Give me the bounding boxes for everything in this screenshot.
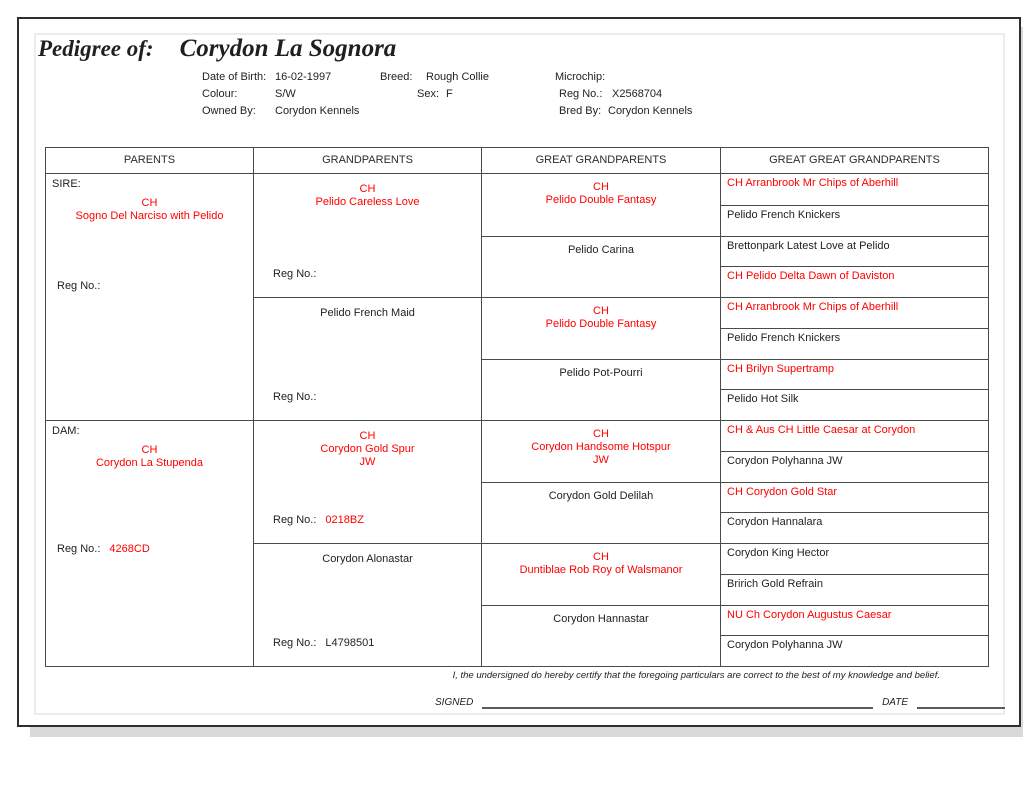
dog-name: Sogno Del Narciso with Pelido [75,210,224,222]
certification-statement: I, the undersigned do hereby certify that the foregoing particulars are correct to the best of my knowledge and belief. [452,670,940,681]
champion-title: CH [593,428,609,440]
great-grandparent-name [482,490,720,503]
microchip-label: Microchip: [555,71,606,83]
dog-name: CH Arranbrook Mr Chips of Aberhill [727,301,899,313]
header-great-grandparents: GREAT GRANDPARENTS [481,148,720,173]
cell-great-grandparent-8 [481,605,720,667]
bred-by-label: Bred By: [559,105,602,117]
dog-name: Corydon King Hector [727,547,830,559]
dog-name: CH Arranbrook Mr Chips of Aberhill [727,177,899,189]
great-grandparent-name [482,367,720,380]
signed-label: SIGNED [435,697,474,708]
cell-ggg-16 [720,635,988,666]
champion-title: CH [359,183,376,195]
bred-by-value: Corydon Kennels [608,105,693,117]
grandparent-reg [273,637,374,649]
cell-grandparent-3 [253,420,481,543]
grandparent-name [254,430,481,469]
cell-ggg-7 [720,359,988,390]
dog-name: Corydon Polyhanna JW [727,639,843,652]
reg-label: Reg No.: [273,391,317,403]
colour-label: Colour: [202,88,238,100]
owned-by-label: Owned By: [202,105,256,117]
dog-name: Pelido Careless Love [315,196,420,208]
sex-label: Sex: [417,88,440,100]
dog-name: Pelido Hot Silk [727,393,799,406]
grandparent-name [254,183,481,209]
regno-value: X2568704 [612,88,663,100]
sex-value: F [446,88,453,100]
cell-ggg-14 [720,574,988,605]
cell-dam [46,420,253,666]
sire-reg [57,280,109,292]
great-grandparent-name [482,244,720,257]
breed-label: Breed: [380,71,413,83]
reg-label: Reg No.: [273,637,317,649]
grandparent-reg [273,391,325,403]
cell-ggg-9 [720,420,988,451]
dog-name: Duntiblae Rob Roy of Walsmanor [519,564,683,576]
regno-label: Reg No.: [559,88,603,100]
dog-name: Pelido Double Fantasy [545,194,657,206]
cell-great-grandparent-1 [481,174,720,236]
dog-name: Corydon Gold Delilah [548,489,654,502]
reg-label: Reg No.: [57,543,101,555]
cell-ggg-3 [720,236,988,267]
pedigree-of-label: Pedigree of: [38,36,154,61]
dog-name: Pelido French Knickers [727,208,841,221]
cell-great-grandparent-5 [481,420,720,482]
reg-value: L4798501 [325,637,375,649]
sire-role-label: SIRE: [52,178,81,190]
reg-label: Reg No.: [273,514,317,526]
dog-name: Pelido Carina [567,243,635,256]
dob-label: Date of Birth: [202,71,267,83]
dog-name: CH & Aus CH Little Caesar at Corydon [727,424,916,436]
grandparent-name [254,553,481,566]
dog-name-title: Corydon La Sognora [179,35,397,62]
grandparent-reg [273,514,364,526]
cell-ggg-1 [720,174,988,205]
pedigree-table-body [46,173,988,666]
dog-name: Corydon Handsome Hotspur [531,441,671,453]
date-label: DATE [882,697,908,708]
dog-name: Corydon La Stupenda [95,457,204,469]
dog-name: Corydon Gold Spur [320,443,415,455]
grandparent-reg [273,268,325,280]
grandparent-name [254,307,481,320]
dam-name [46,444,253,470]
great-grandparent-name [482,551,720,577]
dog-name: Corydon Hannastar [553,612,649,625]
cell-grandparent-4 [253,543,481,666]
cell-ggg-5 [720,297,988,328]
cell-great-grandparent-3 [481,297,720,359]
cell-great-grandparent-6 [481,482,720,544]
title-suffix: JW [359,456,376,468]
cell-sire [46,174,253,420]
cell-ggg-2 [720,205,988,236]
cell-ggg-11 [720,482,988,513]
cell-grandparent-1 [253,174,481,297]
header-grandparents: GRANDPARENTS [253,148,481,173]
breed-value: Rough Collie [426,71,489,83]
dog-name: Brettonpark Latest Love at Pelido [727,239,890,252]
cell-ggg-4 [720,266,988,297]
dog-name: Pelido French Maid [320,307,415,319]
dog-name: Pelido French Knickers [727,331,841,344]
champion-title: CH [593,305,609,317]
great-grandparent-name [482,613,720,626]
signed-line [482,699,873,709]
champion-title: CH [141,197,158,209]
cell-ggg-12 [720,512,988,543]
dog-name: Pelido Double Fantasy [545,318,657,330]
cell-ggg-15 [720,605,988,636]
cell-ggg-6 [720,328,988,359]
dob-value: 16-02-1997 [275,71,332,83]
dog-name: Corydon Polyhanna JW [727,454,843,467]
dam-reg [57,543,150,555]
dog-name: CH Brilyn Supertramp [727,362,834,375]
dog-name: Bririch Gold Refrain [727,577,823,590]
pedigree-table [45,147,989,667]
header-parents: PARENTS [123,154,176,166]
sire-name [46,197,253,223]
great-grandparent-name [482,181,720,207]
cell-great-grandparent-7 [481,543,720,605]
champion-title: CH [593,551,609,563]
pedigree-certificate-page [17,17,1021,727]
cell-ggg-10 [720,451,988,482]
dog-name: CH Corydon Gold Star [727,485,838,498]
dog-name: CH Pelido Delta Dawn of Daviston [727,270,895,283]
champion-title: CH [593,181,609,193]
cell-ggg-13 [720,543,988,574]
title-suffix: JW [593,454,609,466]
owned-by-value: Corydon Kennels [275,105,360,117]
cell-grandparent-2 [253,297,481,420]
reg-value: 4268CD [109,543,150,555]
reg-label: Reg No.: [273,268,317,280]
cell-ggg-8 [720,389,988,420]
cell-great-grandparent-2 [481,236,720,298]
reg-value: 0218BZ [325,514,364,526]
great-grandparent-name [482,305,720,331]
pedigree-table-header [46,148,988,173]
dog-name: NU Ch Corydon Augustus Caesar [727,608,892,621]
dog-name: Corydon Alonastar [322,553,413,565]
dog-name: Corydon Hannalara [727,516,823,529]
champion-title: CH [141,444,158,456]
header-great-great-grandparents: GREAT GREAT GRANDPARENTS [720,148,988,173]
champion-title: CH [359,430,376,442]
signature-row [435,697,1005,709]
reg-label: Reg No.: [57,280,101,292]
title-row [38,35,396,63]
date-line [917,699,1005,709]
colour-value: S/W [275,88,296,100]
dam-role-label: DAM: [52,425,80,437]
great-grandparent-name [482,428,720,467]
dog-name: Pelido Pot-Pourri [559,366,643,379]
cell-great-grandparent-4 [481,359,720,421]
